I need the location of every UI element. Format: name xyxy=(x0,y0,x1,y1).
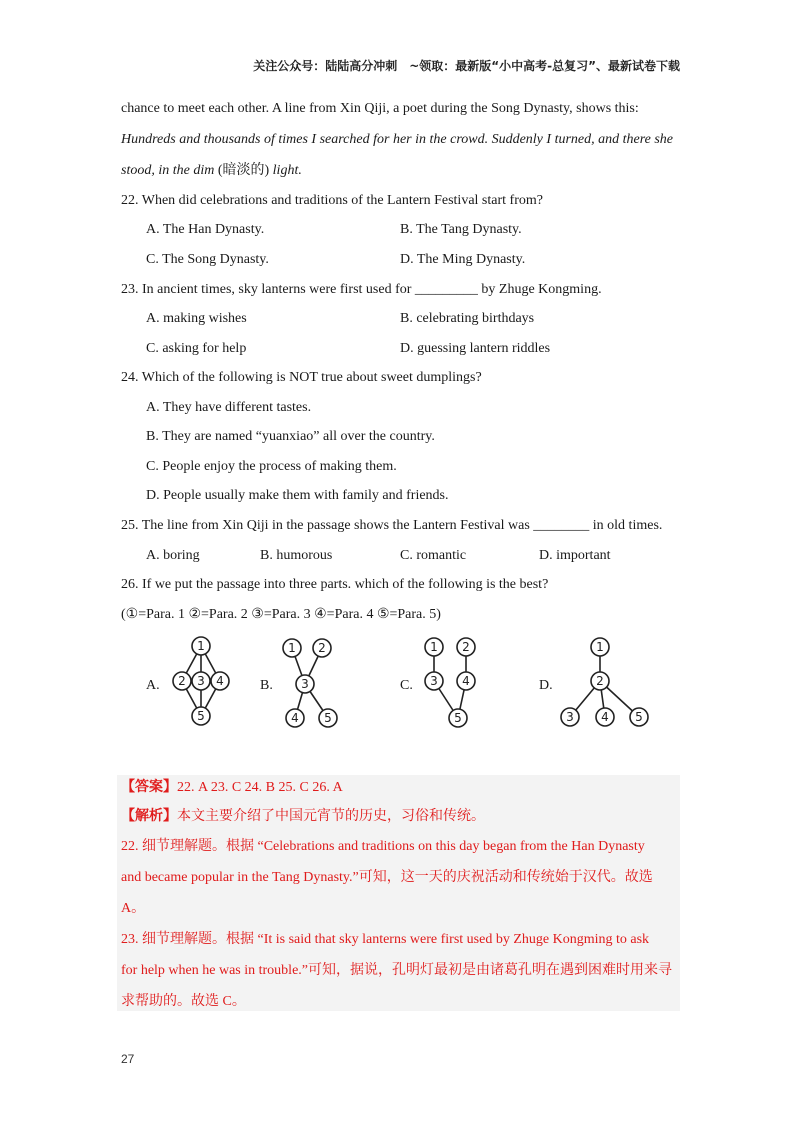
diagram-a-node-4-label: 4 xyxy=(216,674,224,688)
q24-option-a: A. They have different tastes. xyxy=(146,400,312,415)
diagram-d-node-3-label: 3 xyxy=(566,710,574,724)
passage-line-3 xyxy=(121,162,302,180)
diagram-a-node-3-label: 3 xyxy=(197,674,205,688)
q23-stem: 23. In ancient times, sky lanterns were first used for _________ by Zhuge Kongming. xyxy=(121,282,602,297)
structure-diagram-a xyxy=(160,630,240,730)
q22-stem: 22. When did celebrations and traditions of the Lantern Festival start from? xyxy=(121,193,543,208)
diagram-c-node-3-label: 3 xyxy=(430,674,438,688)
q23-option-a: A. making wishes xyxy=(146,311,247,326)
structure-diagram-c xyxy=(415,630,495,735)
page-number: 27 xyxy=(121,1052,135,1066)
q22-option-b: B. The Tang Dynasty. xyxy=(400,222,522,237)
diagram-d-node-1-label: 1 xyxy=(596,640,604,654)
q26-option-c-label: C. xyxy=(400,678,413,693)
explanation-22-line-2: and became popular in the Tang Dynasty.”可知，这一天的庆祝活动和传统始于汉代。故选 xyxy=(121,870,653,885)
structure-diagram-d xyxy=(555,630,655,735)
diagram-d-node-2-label: 2 xyxy=(596,674,604,688)
passage-line-3a: stood, in the dim xyxy=(121,163,215,178)
q23-option-c: C. asking for help xyxy=(146,341,247,356)
q23-option-b: B. celebrating birthdays xyxy=(400,311,535,326)
q22-option-a: A. The Han Dynasty. xyxy=(146,222,265,237)
diagram-c-node-5-label: 5 xyxy=(454,711,462,725)
q22-option-d: D. The Ming Dynasty. xyxy=(400,252,526,267)
passage-line-1: chance to meet each other. A line from Xin Qiji, a poet during the Song Dynasty, shows this: xyxy=(121,101,639,116)
q26-option-b-label: B. xyxy=(260,678,273,693)
q25-option-b: B. humorous xyxy=(260,548,333,563)
answer-label: 【答案】 xyxy=(121,780,177,795)
q25-option-d: D. important xyxy=(539,548,611,563)
diagram-b-node-4-label: 4 xyxy=(291,711,299,725)
q25-option-a: A. boring xyxy=(146,548,200,563)
analysis-label: 【解析】 xyxy=(121,809,177,824)
q23-option-d: D. guessing lantern riddles xyxy=(400,341,551,356)
q22-option-c: C. The Song Dynasty. xyxy=(146,252,269,267)
analysis-line xyxy=(121,808,485,826)
q24-option-b: B. They are named “yuanxiao” all over the country. xyxy=(146,429,435,444)
page-header: 关注公众号：陆陆高分冲刺 ~领取：最新版“小中高考-总复习”、最新试卷下载 xyxy=(253,59,680,73)
diagram-b-node-3-label: 3 xyxy=(301,677,309,691)
diagram-d-node-4-label: 4 xyxy=(601,710,609,724)
explanation-23-line-2: for help when he was in trouble.”可知，据说，孔明灯最初是由诸葛孔明在遇到困难时用来寻 xyxy=(121,963,672,978)
structure-diagram-b xyxy=(275,630,355,735)
passage-line-2: Hundreds and thousands of times I searched for her in the crowd. Suddenly I turned, and there she xyxy=(121,132,674,147)
explanation-22-line-1: 22. 细节理解题。根据 “Celebrations and traditions on this day began from the Han Dynasty xyxy=(121,839,645,854)
q24-option-d: D. People usually make them with family and friends. xyxy=(146,488,449,503)
diagram-c-node-2-label: 2 xyxy=(462,640,470,654)
q26-option-a-label: A. xyxy=(146,678,160,693)
diagram-c-node-1-label: 1 xyxy=(430,640,438,654)
diagram-a-node-2-label: 2 xyxy=(178,674,186,688)
answer-line xyxy=(121,779,343,797)
diagram-b-node-2-label: 2 xyxy=(318,641,326,655)
diagram-b-node-1-label: 1 xyxy=(288,641,296,655)
q25-stem: 25. The line from Xin Qiji in the passage shows the Lantern Festival was ________ in old times. xyxy=(121,518,663,533)
explanation-23-line-3: 求帮助的。故选 C。 xyxy=(121,994,246,1009)
passage-line-3b: (暗淡的) xyxy=(217,163,270,178)
q26-stem: 26. If we put the passage into three parts. which of the following is the best? xyxy=(121,577,549,592)
q24-stem: 24. Which of the following is NOT true about sweet dumplings? xyxy=(121,370,482,385)
diagram-a-node-5-label: 5 xyxy=(197,709,205,723)
explanation-23-line-1: 23. 细节理解题。根据 “It is said that sky lanterns were first used by Zhuge Kongming to ask xyxy=(121,932,650,947)
q26-option-d-label: D. xyxy=(539,678,553,693)
q25-option-c: C. romantic xyxy=(400,548,467,563)
diagram-b-node-5-label: 5 xyxy=(324,711,332,725)
q26-legend: (①=Para. 1 ②=Para. 2 ③=Para. 3 ④=Para. 4 ⑤=Para. 5) xyxy=(121,607,441,622)
passage-line-3c: light. xyxy=(272,163,302,178)
q24-option-c: C. People enjoy the process of making them. xyxy=(146,459,397,474)
answer-keys: 22. A 23. C 24. B 25. C 26. A xyxy=(177,780,343,795)
explanation-22-line-3: A。 xyxy=(121,901,146,916)
diagram-a-node-1-label: 1 xyxy=(197,639,205,653)
diagram-d-node-5-label: 5 xyxy=(635,710,643,724)
analysis-summary: 本文主要介绍了中国元宵节的历史，习俗和传统。 xyxy=(177,809,485,824)
diagram-c-node-4-label: 4 xyxy=(462,674,470,688)
